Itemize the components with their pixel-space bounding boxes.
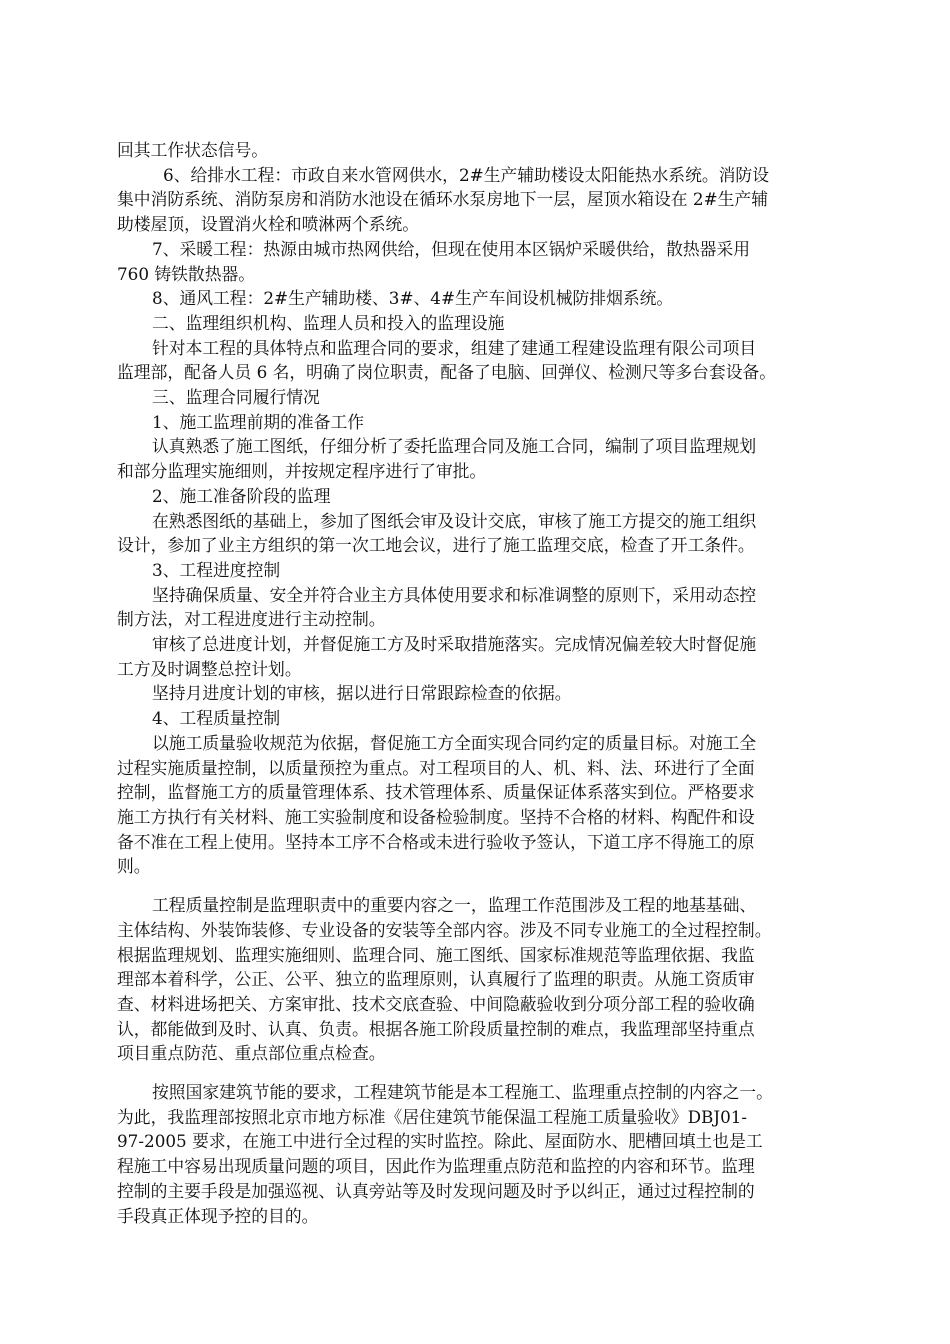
subheading-construction-prep: 2、施工准备阶段的监理 bbox=[152, 485, 331, 506]
paragraph-schedule-2: 审核了总进度计划，并督促施工方及时采取措施落实。完成情况偏差较大时督促施 工方及时调整总控计划。 bbox=[117, 634, 757, 679]
paragraph-schedule-1: 坚持确保质量、安全并符合业主方具体使用要求和标准调整的原则下，采用动态控 制方法，对工程进度进行主动控制。 bbox=[117, 584, 757, 630]
section-heading-2: 二、监理组织机构、监理人员和投入的监理设施 bbox=[152, 312, 505, 333]
document-page bbox=[117, 138, 852, 1228]
subheading-schedule: 3、工程进度控制 bbox=[152, 559, 281, 580]
subheading-quality: 4、工程质量控制 bbox=[152, 708, 281, 729]
paragraph-quality-1: 以施工质量验收规范为依据，督促施工方全面实现合同约定的质量目标。对施工全 过程实施质量控制，以质量预控为重点。对工程项目的人、机、料、法、环进行了全面 控制，监督施工方的质量管理体系、技术管理体系、质量保证体系落实到位。严格要求 施工方执行有关材料、施工实验制度和设备检验制度。坚持不合格的材料、构配件和设 备不准在工程上使用。坚持本工序不合格或未进行验收予签认，下道工序不得施工的原 则。 bbox=[117, 732, 757, 877]
paragraph-organization: 针对本工程的具体特点和监理合同的要求，组建了建通工程建设监理有限公司项目 监理部，配备人员 6 名，明确了岗位职责，配备了电脑、回弹仪、检测尺等多台套设备。 bbox=[117, 337, 777, 383]
paragraph-water-supply: 6、给排水工程：市政自来水管网供水，2#生产辅助楼设太阳能热水系统。消防设 集中消防系统、消防泵房和消防水池设在循环水泵房地下一层，屋顶水箱设在 2#生产辅 助楼屋顶，设置消火栓和喷淋两个系统。 bbox=[117, 164, 769, 235]
paragraph-schedule-3: 坚持月进度计划的审核，据以进行日常跟踪检查的依据。 bbox=[152, 683, 572, 704]
section-heading-3: 三、监理合同履行情况 bbox=[152, 387, 320, 408]
paragraph-preparation: 认真熟悉了施工图纸，仔细分析了委托监理合同及施工合同，编制了项目监理规划 和部分监理实施细则，并按规定程序进行了审批。 bbox=[117, 436, 757, 482]
paragraph-construction-prep: 在熟悉图纸的基础上，参加了图纸会审及设计交底，审核了施工方提交的施工组织 设计，参加了业主方组织的第一次工地会议，进行了施工监理交底，检查了开工条件。 bbox=[117, 510, 757, 556]
paragraph-heating: 7、采暖工程：热源由城市热网供给，但现在使用本区锅炉采暖供给，散热器采用 760 铸铁散热器。 bbox=[117, 238, 751, 284]
subheading-preparation: 1、施工监理前期的准备工作 bbox=[152, 411, 365, 432]
paragraph-ventilation: 8、通风工程：2#生产辅助楼、3#、4#生产车间设机械防排烟系统。 bbox=[152, 288, 674, 309]
paragraph-quality-2: 工程质量控制是监理职责中的重要内容之一，监理工作范围涉及工程的地基基础、 主体结构、外装饰装修、专业设备的安装等全部内容。涉及不同专业施工的全过程控制。 根据监理规划、监理实施细则、监理合同、施工图纸、国家标准规范等监理依据、我监 理部本着科学，公正、公平、独立的监理原则，认真履行了监理的职责。从施工资质审 查、材料进场把关、方案审批、技术交底查验、中间隐蔽验收到分项分部工程的验收确 认，都能做到及时、认真、负责。根据各施工阶段质量控制的难点，我监理部坚持重点 项目重点防范、重点部位重点检查。 bbox=[117, 895, 772, 1064]
paragraph-continuation: 回其工作状态信号。 bbox=[117, 140, 269, 160]
paragraph-energy-saving: 按照国家建筑节能的要求，工程建筑节能是本工程施工、监理重点控制的内容之一。 为此，我监理部按照北京市地方标准《居住建筑节能保温工程施工质量验收》DBJ01- 97-2005 要求，在施工中进行全过程的实时监控。除此、屋面防水、肥槽回填土也是工 程施工中容易出现质量问题的项目，因此作为监理重点防范和监控的内容和环节。监理 控制的主要手段是加强巡视、认真旁站等及时发现问题及时予以纠正，通过过程控制的 手段真正体现予控的目的。 bbox=[117, 1082, 773, 1226]
